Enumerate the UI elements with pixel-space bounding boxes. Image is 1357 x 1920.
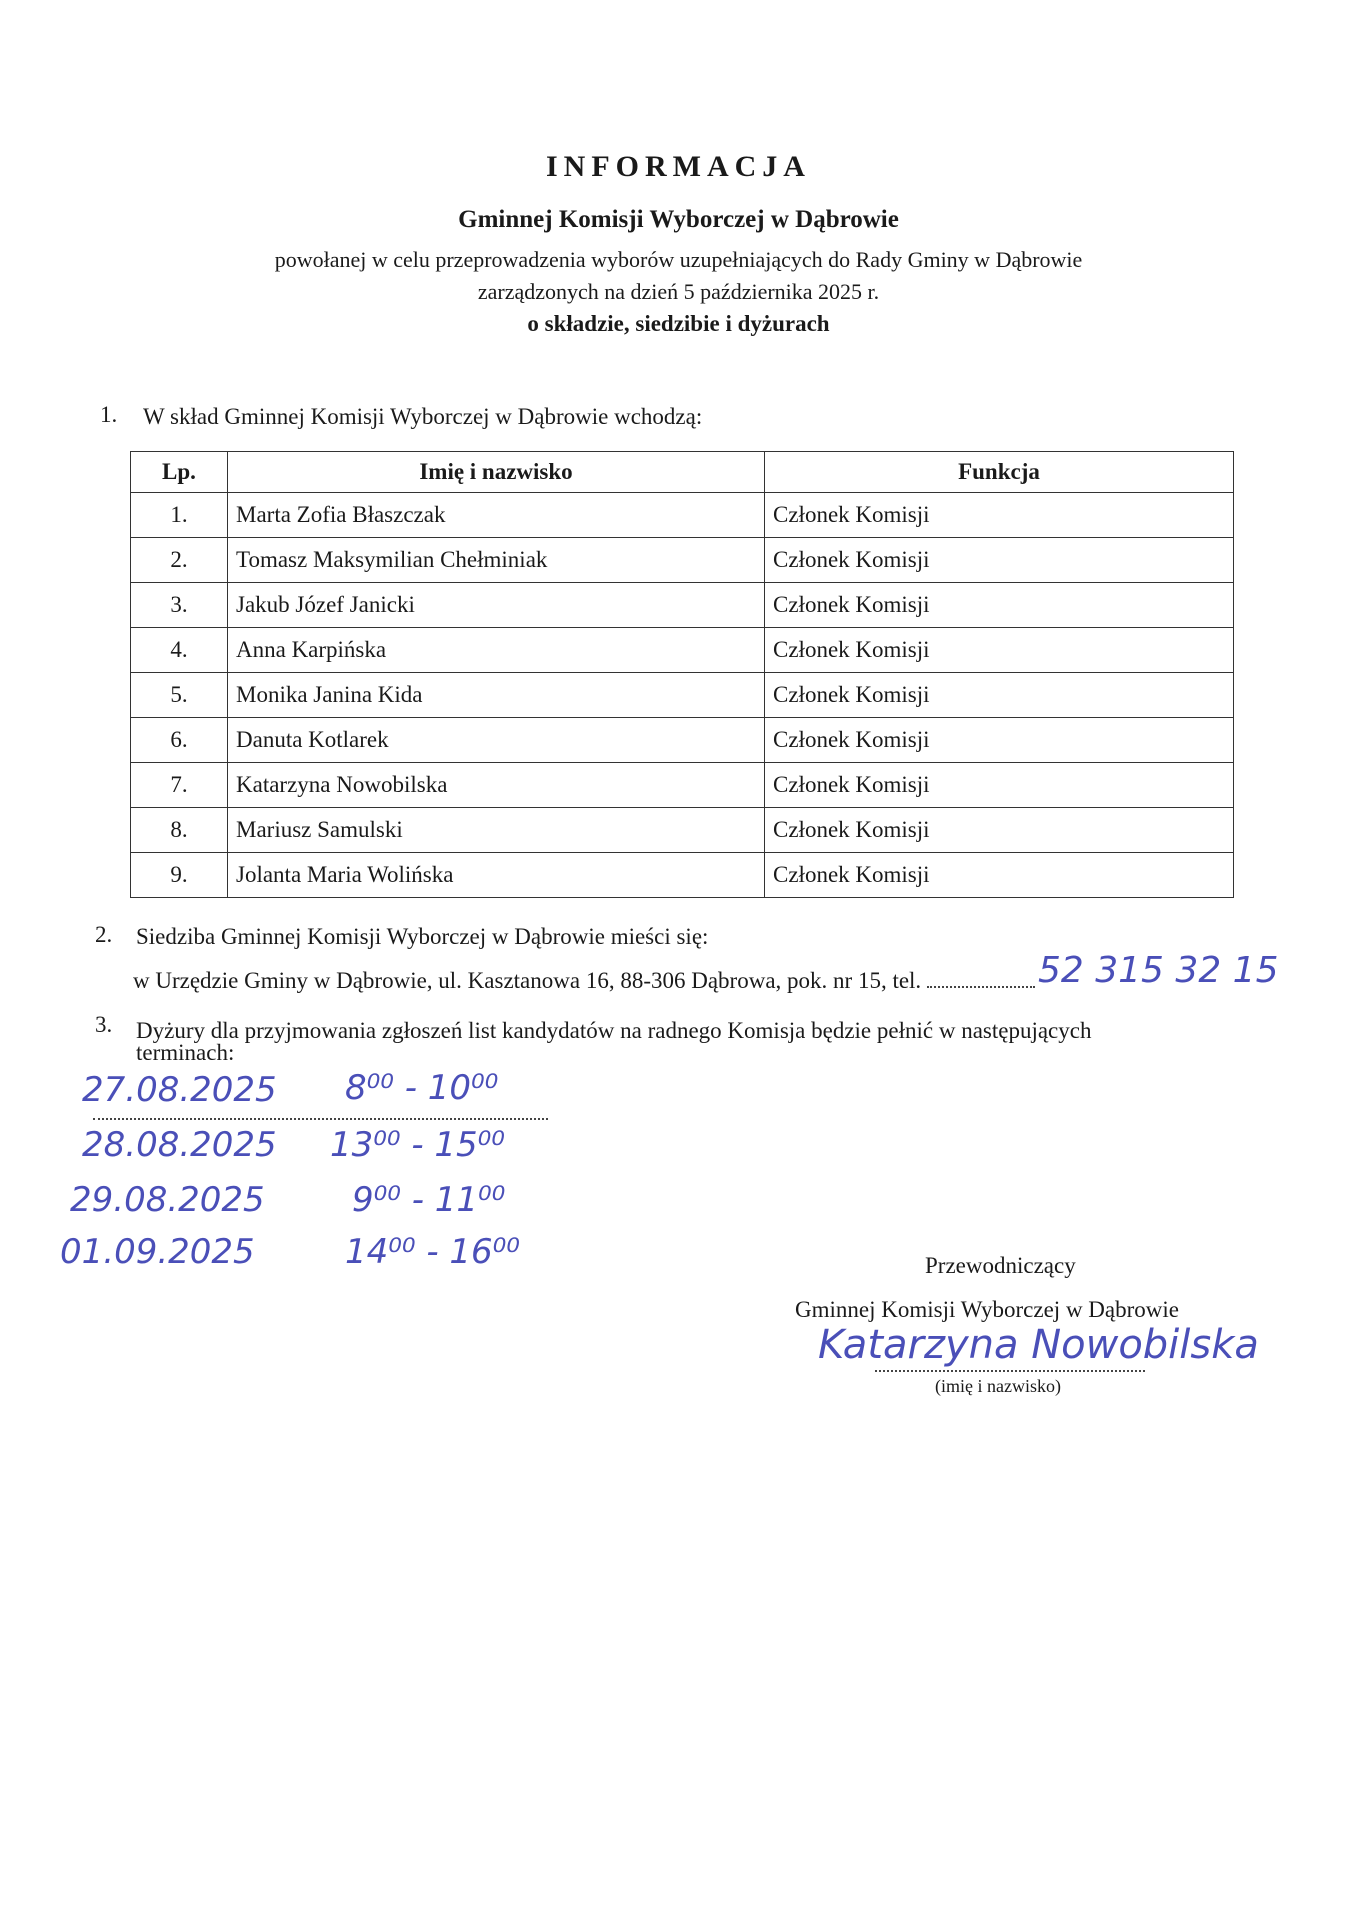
handwritten-signature-name: Katarzyna Nowobilska (818, 1322, 1259, 1368)
dates-dotted-line (93, 1118, 548, 1120)
duty-time: 8⁰⁰ - 10⁰⁰ (345, 1068, 499, 1108)
signature-body: Gminnej Komisji Wyborczej w Dąbrowie (795, 1297, 1179, 1322)
members-table (130, 451, 1234, 898)
duty-date: 29.08.2025 (70, 1180, 265, 1220)
section2-address (133, 968, 1035, 994)
section3-text-line2: terminach: (136, 1040, 235, 1065)
row-lp: 2. (131, 538, 228, 583)
row-name: Monika Janina Kida (228, 673, 765, 718)
section3-text-line1: Dyżury dla przyjmowania zgłoszeń list kandydatów na radnego Komisja będzie pełnić w następujących (136, 1018, 1092, 1043)
duty-date: 01.09.2025 (60, 1232, 255, 1272)
row-name: Katarzyna Nowobilska (228, 763, 765, 808)
column-header-name: Imię i nazwisko (228, 452, 765, 493)
row-function: Członek Komisji (765, 808, 1234, 853)
row-name: Jolanta Maria Wolińska (228, 853, 765, 898)
row-lp: 9. (131, 853, 228, 898)
document-description-line2: zarządzonych na dzień 5 października 2025 r. (477, 279, 880, 304)
column-header-lp: Lp. (131, 452, 228, 493)
row-lp: 5. (131, 673, 228, 718)
section2-text: Siedziba Gminnej Komisji Wyborczej w Dąbrowie mieści się: (136, 924, 709, 949)
row-name: Danuta Kotlarek (228, 718, 765, 763)
document-description-line1: powołanej w celu przeprowadzenia wyborów uzupełniających do Rady Gminy w Dąbrowie (274, 247, 1083, 272)
duty-date: 27.08.2025 (82, 1070, 277, 1110)
table-row (131, 538, 1234, 583)
row-name: Anna Karpińska (228, 628, 765, 673)
row-function: Członek Komisji (765, 673, 1234, 718)
row-lp: 7. (131, 763, 228, 808)
document-topic: o składzie, siedzibie i dyżurach (527, 311, 830, 336)
table-header-row (131, 452, 1234, 493)
document-title: INFORMACJA (546, 150, 811, 183)
row-name: Tomasz Maksymilian Chełminiak (228, 538, 765, 583)
row-name: Jakub Józef Janicki (228, 583, 765, 628)
table-row (131, 583, 1234, 628)
duty-time: 13⁰⁰ - 15⁰⁰ (330, 1125, 505, 1165)
table-row (131, 628, 1234, 673)
row-lp: 8. (131, 808, 228, 853)
signature-dotted-line (875, 1370, 1145, 1372)
address-text: w Urzędzie Gminy w Dąbrowie, ul. Kasztanowa 16, 88-306 Dąbrowa, pok. nr 15, tel. (133, 968, 922, 993)
section3-number: 3. (95, 1012, 113, 1037)
row-name: Marta Zofia Błaszczak (228, 493, 765, 538)
row-lp: 1. (131, 493, 228, 538)
row-lp: 3. (131, 583, 228, 628)
row-lp: 4. (131, 628, 228, 673)
table-row (131, 673, 1234, 718)
signature-caption: (imię i nazwisko) (935, 1376, 1061, 1396)
phone-dotted-line (927, 980, 1035, 988)
row-function: Członek Komisji (765, 538, 1234, 583)
row-function: Członek Komisji (765, 628, 1234, 673)
table-row (131, 763, 1234, 808)
duty-date: 28.08.2025 (82, 1125, 277, 1165)
signature-role: Przewodniczący (925, 1253, 1076, 1278)
duty-time: 9⁰⁰ - 11⁰⁰ (352, 1180, 506, 1220)
row-function: Członek Komisji (765, 718, 1234, 763)
section1-number: 1. (100, 402, 118, 427)
row-function: Członek Komisji (765, 763, 1234, 808)
document-subtitle: Gminnej Komisji Wyborczej w Dąbrowie (458, 206, 899, 233)
row-function: Członek Komisji (765, 583, 1234, 628)
column-header-function: Funkcja (765, 452, 1234, 493)
table-row (131, 718, 1234, 763)
table-row (131, 493, 1234, 538)
table-row (131, 808, 1234, 853)
section1-text: W skład Gminnej Komisji Wyborczej w Dąbrowie wchodzą: (143, 404, 703, 429)
handwritten-phone: 52 315 32 15 (1038, 950, 1279, 991)
duty-time: 14⁰⁰ - 16⁰⁰ (345, 1232, 520, 1272)
row-lp: 6. (131, 718, 228, 763)
table-row (131, 853, 1234, 898)
section2-number: 2. (95, 922, 113, 947)
row-name: Mariusz Samulski (228, 808, 765, 853)
row-function: Członek Komisji (765, 853, 1234, 898)
row-function: Członek Komisji (765, 493, 1234, 538)
